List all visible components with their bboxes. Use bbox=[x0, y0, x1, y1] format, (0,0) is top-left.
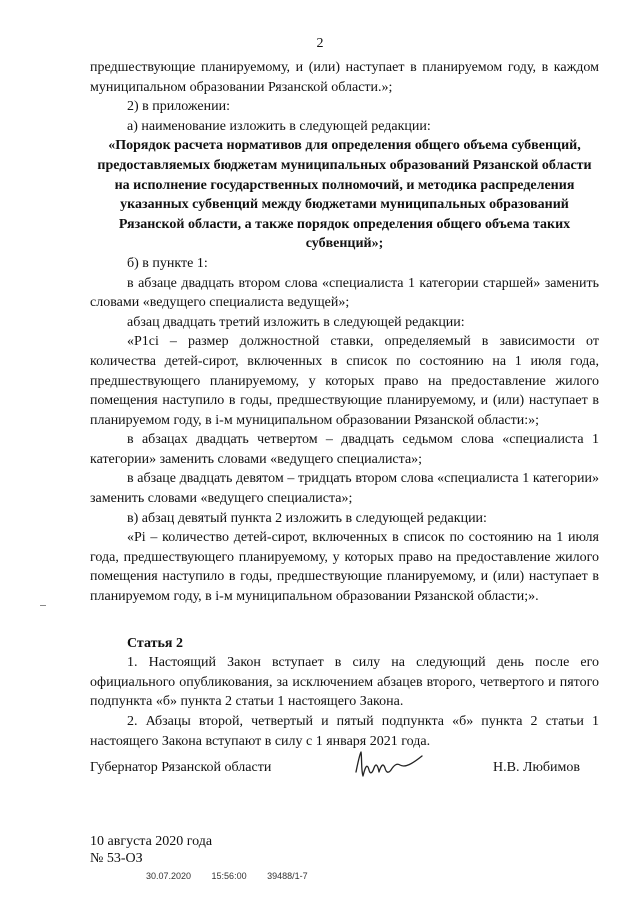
page-number: 2 bbox=[316, 36, 324, 51]
paragraph: б) в пункте 1: bbox=[127, 255, 208, 271]
paragraph: в абзаце двадцать девятом – тридцать втором слова «специалиста 1 категории» заменить словами «ведущего специалиста»; bbox=[90, 471, 599, 507]
document-date: 10 августа 2020 года bbox=[90, 834, 213, 849]
handwritten-signature bbox=[352, 748, 426, 784]
article-heading: Статья 2 bbox=[127, 635, 183, 651]
stamp-datetime: 30.07.2020 15:56:00 bbox=[146, 871, 247, 881]
signatory-name: Н.В. Любимов bbox=[493, 760, 580, 775]
document-number: № 53-ОЗ bbox=[90, 851, 143, 866]
margin-mark bbox=[40, 605, 46, 606]
paragraph: в абзацах двадцать четвертом – двадцать седьмом слова «специалиста 1 категории» заменить словами «ведущего специалиста»; bbox=[90, 432, 599, 467]
registration-stamp bbox=[146, 871, 308, 881]
paragraph: а) наименование изложить в следующей редакции: bbox=[127, 118, 431, 134]
paragraph: в абзаце двадцать втором слова «специалиста 1 категории старшей» заменить словами «ведущего специалиста ведущей»; bbox=[90, 275, 599, 311]
paragraph: предшествующие планируемому, и (или) наступает в планируемом году, в каждом муниципальном образовании Рязанской области.»; bbox=[90, 60, 599, 95]
paragraph: абзац двадцать третий изложить в следующей редакции: bbox=[127, 314, 465, 330]
paragraph: «Pi – количество детей-сирот, включенных в список по состоянию на 1 июля года, предшествующего планируемому, у которых право на предоставление жилого помещения наступило в годы, предшествующие планируемому, и (или) наступает в планируемом году, в i-м муниципальном образовании Рязанской области;». bbox=[90, 530, 599, 605]
paragraph: 1. Настоящий Закон вступает в силу на следующий день после его официального опубликования, за исключением абзацев второго, четвертого и пятого подпункта «б» пункта 2 статьи 1 настоящего Закона. bbox=[90, 655, 599, 710]
paragraph: в) абзац девятый пункта 2 изложить в следующей редакции: bbox=[127, 510, 487, 526]
paragraph: «P1ci – размер должностной ставки, определяемый в зависимости от количества детей-сирот, включенных в список по состоянию на 1 июля года, предшествующего планируемому, у которых право на предоставление жилого помещения наступило в годы, предшествующие планируемому, и (или) наступает в планируемом году, в i-м муниципальном образовании Рязанской области:»; bbox=[90, 334, 599, 428]
paragraph: 2) в приложении: bbox=[127, 99, 230, 115]
document-body bbox=[90, 58, 599, 751]
signatory-position: Губернатор Рязанской области bbox=[90, 760, 272, 775]
paragraph: 2. Абзацы второй, четвертый и пятый подпункта «б» пункта 2 статьи 1 настоящего Закона вступают в силу с 1 января 2021 года. bbox=[90, 714, 599, 749]
section-title: «Порядок расчета нормативов для определения общего объема субвенций, предоставляемых бюджетам муниципальных образований Рязанской области на исполнение государственных полномочий, и методика распределения указанных субвенций между бюджетами муниципальных образований Рязанской области, а также порядок определения общего объема таких субвенций»; bbox=[97, 138, 592, 252]
stamp-code: 39488/1-7 bbox=[267, 871, 308, 881]
